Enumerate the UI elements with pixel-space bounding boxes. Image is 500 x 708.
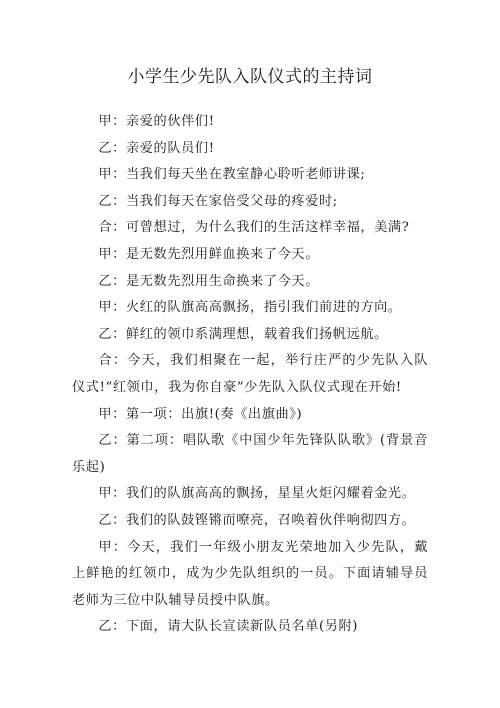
paragraph-8: 甲：火红的队旗高高飘扬，指引我们前进的方向。 — [98, 300, 402, 316]
paragraph-9: 乙：鲜红的领巾系满理想，载着我们扬帆远航。 — [98, 326, 388, 342]
paragraph-16: 乙：下面，请大队长宣读新队员名单(另附) — [98, 619, 359, 635]
paragraph-13: 甲：我们的队旗高高的飘扬，星星火炬闪耀着金光。 — [98, 486, 416, 502]
paragraph-3: 甲：当我们每天坐在教室静心聆听老师讲课; — [98, 167, 366, 183]
paragraph-12: 乙：第二项：唱队歌《中国少年先锋队队歌》(背景音乐起) — [72, 433, 428, 475]
paragraph-15: 甲：今天，我们一年级小朋友光荣地加入少先队，戴上鲜艳的红领巾，成为少先队组织的一员。下面请辅导员老师为三位中队辅导员授中队旗。 — [72, 539, 428, 608]
paragraph-5: 合：可曾想过，为什么我们的生活这样幸福，美满? — [98, 220, 410, 236]
paragraph-7: 乙：是无数先烈用生命换来了今天。 — [98, 273, 319, 289]
paragraph-14: 乙：我们的队鼓铿锵而嘹亮，召唤着伙伴响彻四方。 — [98, 512, 416, 528]
paragraph-1: 甲：亲爱的伙伴们! — [98, 114, 215, 129]
paragraph-2: 乙：亲爱的队员们! — [98, 140, 215, 156]
document-title: 小学生少先队入队仪式的主持词 — [127, 67, 373, 87]
paragraph-10: 合：今天，我们相聚在一起，举行庄严的少先队入队仪式!“红领巾，我为你自豪”少先队入队仪式现在开始! — [72, 353, 428, 395]
paragraph-4: 乙：当我们每天在家倍受父母的疼爱时; — [98, 193, 338, 209]
paragraph-6: 甲：是无数先烈用鲜血换来了今天。 — [98, 246, 319, 262]
document-body — [72, 109, 428, 641]
paragraph-11: 甲：第一项：出旗!(奏《出旗曲》) — [98, 406, 303, 422]
